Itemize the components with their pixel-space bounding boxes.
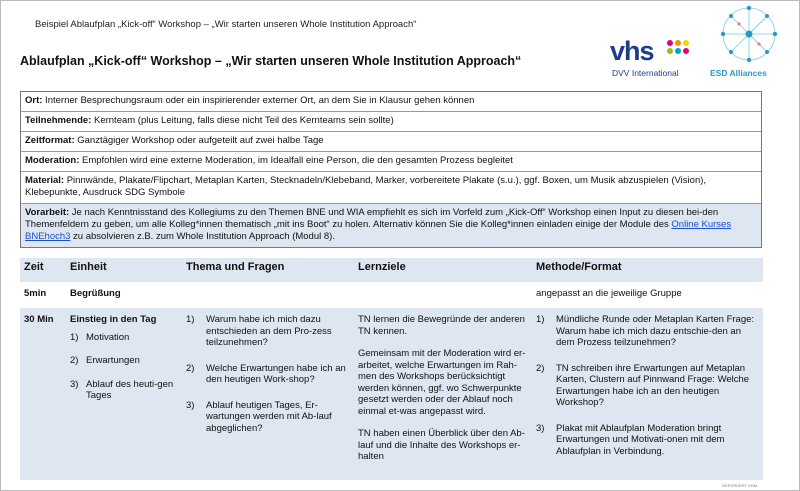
lernziel-paragraph: TN haben einen Überblick über den Ab-lauf und die Inhalte des Workshops er-halten — [358, 428, 525, 462]
column-header: Zeit — [20, 258, 66, 282]
cell-methode — [532, 308, 763, 480]
list-item: 1) Motivation — [70, 331, 130, 343]
info-moderation: Moderation: Empfohlen wird eine externe Moderation, im Idealfall eine Person, die den gesamten Prozess begleitet — [21, 152, 761, 172]
column-header: Lernziele — [354, 258, 532, 282]
column-header: Methode/Format — [532, 258, 763, 282]
online-kurs-link[interactable]: Online Kurses BNEhoch3 — [25, 219, 732, 242]
schedule-table — [20, 258, 763, 480]
list-item: 1) Warum habe ich mich dazu entschieden an dem Pro-zess teilzunehmen? — [186, 314, 332, 348]
cell-einheit — [66, 308, 182, 480]
vhs-logo-subtitle: DVV International — [612, 68, 679, 78]
info-zeitformat: Zeitformat: Ganztägiger Workshop oder aufgeteilt auf zwei halbe Tage — [21, 132, 761, 152]
esd-alliances-logo — [706, 2, 792, 82]
info-material: Material: Pinnwände, Plakate/Flipchart, Metaplan Karten, Stecknadeln/Klebeband, Marker, vorbereitete Plakate (s.u.), ggf. Boxen, um Musik abzuspielen (Vision), Klebepunkte, Ausdruck SDG Symbole — [21, 172, 761, 204]
esd-network-icon — [706, 2, 792, 66]
list-item: 1) Mündliche Runde oder Metaplan Karten Frage: Warum habe ich mich dazu entschie-den an dem Prozess teilzunehmen? — [536, 314, 755, 348]
column-header: Thema und Fragen — [182, 258, 354, 282]
table-row — [20, 308, 763, 480]
workshop-info-box — [20, 91, 762, 248]
list-item: 2) TN schreiben ihre Erwartungen auf Metaplan Karten, Clustern auf Pinnwand Frage: Welche Erwartungen habe ich an den heutigen Workshop? — [536, 362, 750, 408]
lernziel-paragraph: Gemeinsam mit der Moderation wird er-arbeitet, welche Erwartungen im Rah-men des Workshops berücksichtigt werden können, ggf. wo Schwerpunkte gesetzt werden oder der Ablauf noch einmal et-was angepasst wird. — [358, 348, 526, 417]
running-header: Beispiel Ablaufplan „Kick-off“ Workshop – „Wir starten unseren Whole Institution Approach“ — [35, 19, 417, 30]
cell-methode: angepasst an die jeweilige Gruppe — [536, 288, 682, 299]
page-title: Ablaufplan „Kick-off“ Workshop – „Wir starten unseren Whole Institution Approach“ — [20, 54, 522, 68]
table-header-row — [20, 258, 763, 282]
list-item: 3) Plakat mit Ablaufplan Moderation bringt Erwartungen und Motivati-onen mit dem Ablaufplan in Verbindung. — [536, 422, 725, 457]
einheit-sub-list — [70, 332, 178, 402]
funding-footnote: GEFÖRDERT VOM — [722, 483, 758, 488]
cell-lernziele — [354, 282, 532, 304]
cell-lernziele — [354, 308, 532, 480]
esd-logo-subtitle: ESD Alliances — [710, 68, 767, 78]
cell-thema — [182, 308, 354, 480]
lernziel-paragraph: TN lernen die Bewegründe der anderen TN kennen. — [358, 314, 525, 337]
info-teilnehmende: Teilnehmende: Kernteam (plus Leitung, falls diese nicht Teil des Kernteams sein sollte) — [21, 112, 761, 132]
cell-zeit: 30 Min — [20, 308, 66, 480]
vhs-dvv-international-logo — [610, 36, 698, 80]
cell-thema — [182, 282, 354, 304]
info-ort: Ort: Interner Besprechungsraum oder ein inspirierender externer Ort, an dem Sie in Klausur gehen können — [21, 92, 761, 112]
column-header: Einheit — [66, 258, 182, 282]
list-item: 3) Ablauf heutigen Tages, Er-wartungen werden mit Ab-lauf abgeglichen? — [186, 399, 332, 434]
cell-einheit: Begrüßung — [70, 288, 121, 299]
vhs-logo-text: vhs — [610, 36, 654, 66]
list-item: 2) Erwartungen — [70, 355, 140, 366]
list-item: 2) Welche Erwartungen habe ich an den heutigen Work-shop? — [186, 362, 346, 385]
info-vorarbeit: Vorarbeit: Je nach Kenntnisstand des Kollegiums zu den Themen BNE und WIA empfiehlt es sich im Vorfeld zum „Kick-Off“ Workshop einen Input zu diesen bei-den Themenfeldern zu geben, um alle Kolleg*innen thematisch „mit ins Boot“ zu holen. Alternativ können Sie die Kolleg*innen einladen einige der Module des Online Kurses BNEhoch3 zu absolvieren z.B. zum Whole Institution Approach (Modul 8). — [21, 204, 761, 247]
cell-zeit: 5min — [24, 288, 47, 299]
list-item: 3) Ablauf des heuti-gen Tages — [70, 378, 174, 401]
vhs-dots-icon — [667, 40, 693, 62]
table-row — [20, 282, 763, 304]
einheit-title: Einstieg in den Tag — [70, 314, 157, 325]
